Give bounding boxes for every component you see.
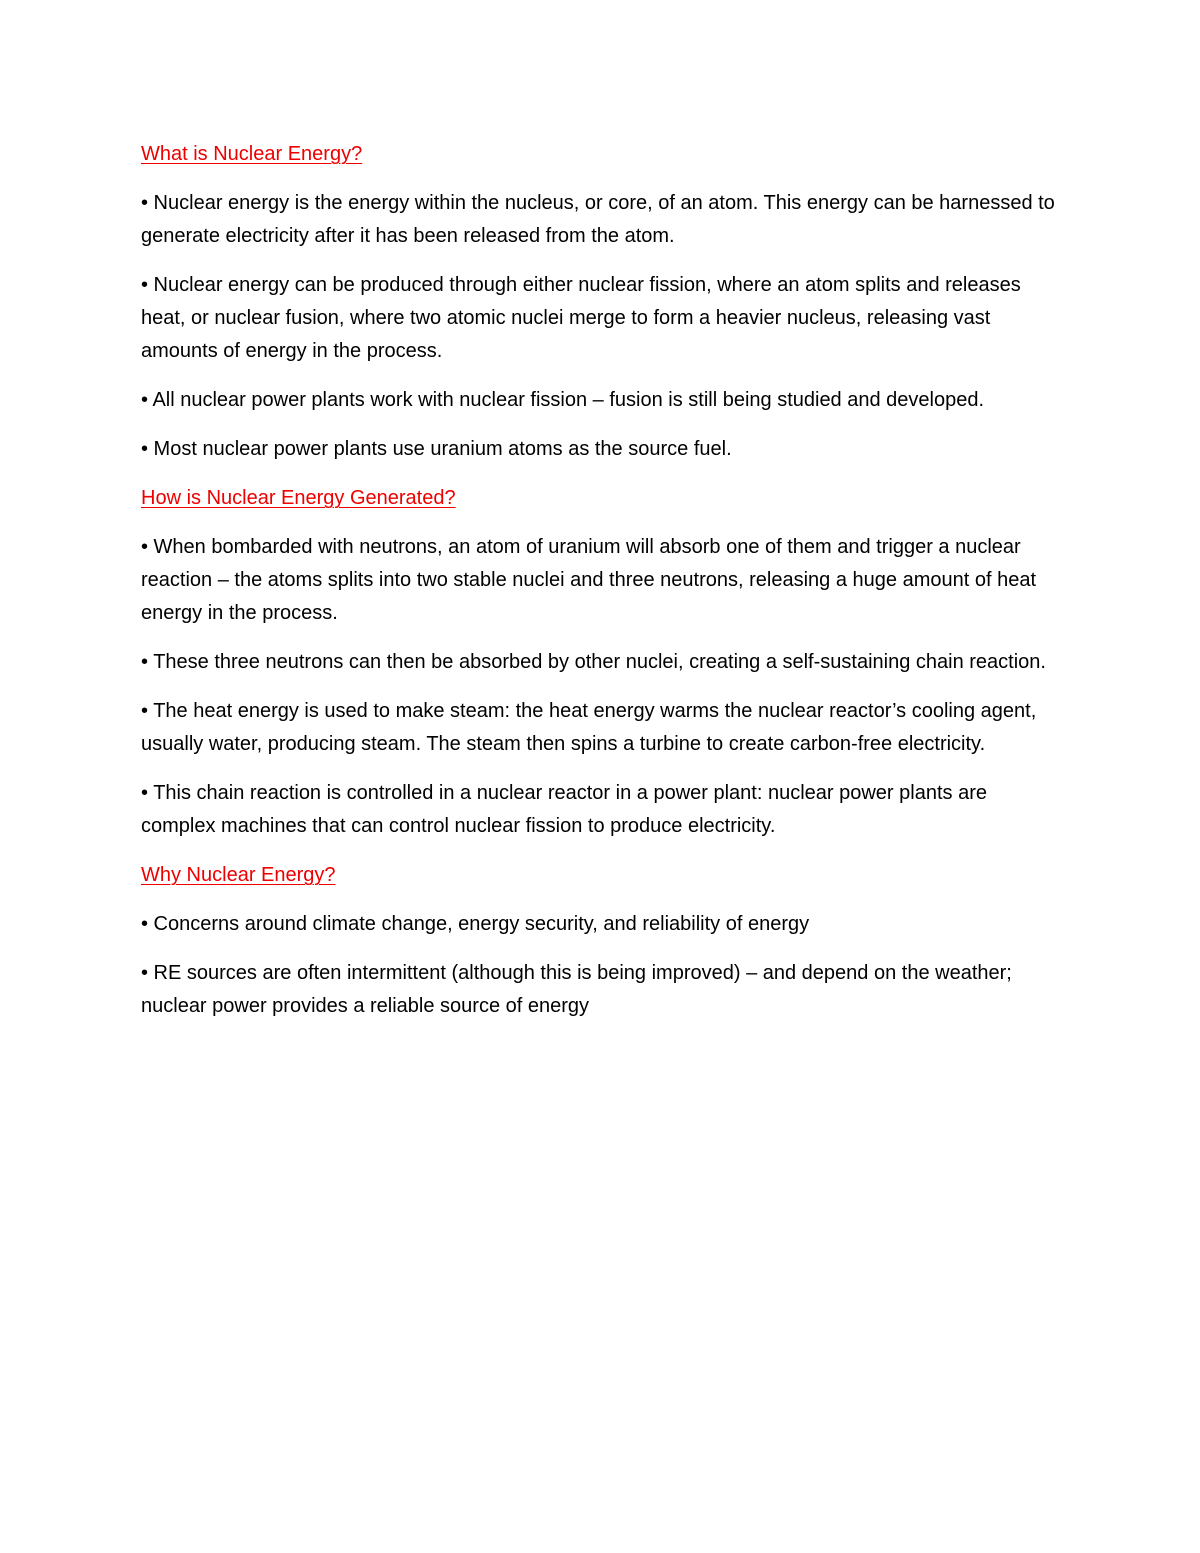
- bullet-paragraph: • The heat energy is used to make steam: the heat energy warms the nuclear reactor’s cooling agent, usually water, producing steam. The steam then spins a turbine to create carbon-free electricity.: [141, 700, 1037, 755]
- bullet-paragraph: • Nuclear energy can be produced through either nuclear fission, where an atom splits and releases heat, or nuclear fusion, where two atomic nuclei merge to form a heavier nucleus, releasing vast amounts of energy in the process.: [141, 274, 1021, 362]
- section-what-is-nuclear-energy: [141, 138, 1056, 466]
- section-how-is-nuclear-energy-generated: [141, 482, 1056, 843]
- bullet-paragraph: • Most nuclear power plants use uranium atoms as the source fuel.: [141, 438, 732, 460]
- bullet-paragraph: • This chain reaction is controlled in a nuclear reactor in a power plant: nuclear power plants are complex machines that can control nuclear fission to produce electricity.: [141, 782, 987, 837]
- bullet-paragraph: • Concerns around climate change, energy security, and reliability of energy: [141, 913, 810, 935]
- bullet-paragraph: • RE sources are often intermittent (although this is being improved) – and depend on the weather; nuclear power provides a reliable source of energy: [141, 962, 1012, 1017]
- bullet-paragraph: • All nuclear power plants work with nuclear fission – fusion is still being studied and developed.: [141, 389, 985, 411]
- bullet-paragraph: • When bombarded with neutrons, an atom of uranium will absorb one of them and trigger a nuclear reaction – the atoms splits into two stable nuclei and three neutrons, releasing a huge amount of heat energy in the process.: [141, 536, 1036, 624]
- section-heading: Why Nuclear Energy?: [141, 864, 336, 886]
- bullet-paragraph: • Nuclear energy is the energy within the nucleus, or core, of an atom. This energy can be harnessed to generate electricity after it has been released from the atom.: [141, 192, 1055, 247]
- section-why-nuclear-energy: [141, 859, 1056, 1023]
- section-heading: How is Nuclear Energy Generated?: [141, 487, 456, 509]
- bullet-paragraph: • These three neutrons can then be absorbed by other nuclei, creating a self-sustaining chain reaction.: [141, 651, 1046, 673]
- section-heading: What is Nuclear Energy?: [141, 143, 363, 165]
- document-page: [141, 138, 1056, 1039]
